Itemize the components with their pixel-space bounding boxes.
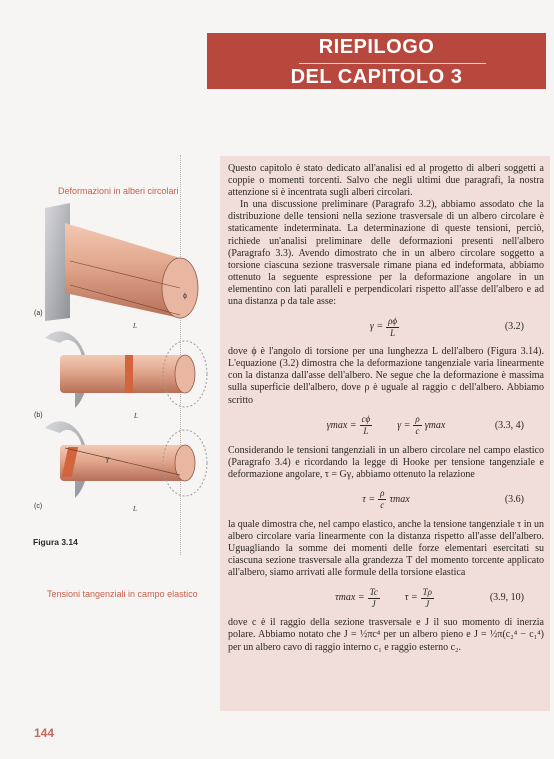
summary-content: [228, 163, 544, 654]
shaft-b-end: [175, 355, 195, 393]
eq2-number: (3.3, 4): [494, 419, 524, 431]
shaft-b: [60, 355, 185, 393]
equation-3-2: [228, 312, 544, 342]
fig-letter-c: (c): [34, 503, 43, 510]
page-number: 144: [34, 726, 55, 740]
eq4-a-fraction: [368, 587, 380, 610]
summary-paragraph-3: dove ϕ è l'angolo di torsione per una lunghezza L dell'albero (Figura 3.14). L'equazione (3.2) dimostra che la deformazione tangenziale varia linearmente con la distanza dall'asse dell'albero. Ne segue che la deformazione è massima sulla superficie dell'albero, dove ρ è uguale al raggio c dell'albero. Abbiamo scritto: [228, 346, 544, 406]
banner-title-line1: RIEPILOGO: [318, 36, 435, 58]
eq4-b-numerator: Tρ: [422, 586, 432, 597]
figure-caption-elastic-stress: Tensioni tangenziali in campo elastico: [47, 589, 198, 599]
eq2-b-denominator: c: [415, 426, 420, 437]
eq4-number: (3.9, 10): [489, 592, 524, 604]
chapter-summary-banner: [207, 33, 546, 89]
fig-letter-a: (a): [34, 310, 43, 317]
eq2-a-denominator: L: [363, 426, 369, 437]
eq3-number: (3.6): [504, 493, 524, 505]
eq3-fraction: [378, 488, 386, 511]
eq1-numerator: ρϕ: [388, 315, 398, 326]
summary-paragraph-2: In una discussione preliminare (Paragrafo 3.2), abbiamo assodato che la distribuzione delle tensioni nella sezione trasversale di un albero circolare è staticamente indeterminata. La determinazione di queste tensioni, perciò, richiede un'analisi preliminare delle deformazioni presenti nell'albero (Paragrafo 3.3). Avendo dimostrato che in un albero circolare soggetto a torsione ciascuna sezione trasversale rimane piana ed indeformata, abbiamo ottenuto la seguente espressione per la deformazione angolare in un elementino con lati paralleli e perpendicolari rispetto all'asse dell'albero e ad una distanza ρ da tale asse:: [228, 199, 544, 308]
banner-title-line2: DEL CAPITOLO 3: [290, 66, 463, 88]
eq1-denominator: L: [390, 327, 396, 338]
shaft-diagram-svg: [34, 203, 215, 523]
shaft-c-end: [175, 445, 195, 481]
eq4-a-lhs: τmax =: [335, 592, 365, 604]
summary-paragraph-5: la quale dimostra che, nel campo elastico, anche la tensione tangenziale τ in un albero circolare varia linearmente con la distanza rispetto all'asse dell'albero. Uguagliando la somme dei momenti delle forze elementari esercitati su ciascuna sezione trasversale alla grandezza T del momento torcente applicato all'albero, siamo arrivati alle formule della torsione elastica: [228, 518, 544, 579]
eq3-denominator: c: [380, 500, 385, 511]
eq2-b-lhs: γ =: [397, 419, 411, 431]
phi-label-a: ϕ: [183, 293, 187, 300]
eq2-a-lhs: γmax =: [326, 419, 357, 431]
eq4-a-denominator: J: [371, 598, 376, 609]
eq1-fraction: [386, 316, 399, 339]
eq4-a-numerator: Tc: [369, 586, 378, 597]
eq2-b-fraction: [413, 414, 421, 437]
eq4-b-denominator: J: [425, 598, 430, 609]
length-label-b: L: [134, 412, 138, 420]
summary-paragraph-1: Questo capitolo è stato dedicato all'analisi ed al progetto di alberi soggetti a coppie o momenti torcenti. Salvo che negli ultimi due paragrafi, la nostra attenzione si è incentrata sugli alberi circolari.: [228, 163, 544, 199]
eq1-lhs: γ =: [369, 321, 384, 333]
length-label-a: L: [133, 322, 137, 330]
eq1-number: (3.2): [504, 321, 524, 333]
eq4-b-fraction: [421, 587, 434, 610]
summary-paragraph-6: dove c è il raggio della sezione trasversale e J il suo momento di inerzia polare. Abbiamo notato che J = ½πc⁴ per un albero pieno e J = ½π(c₂⁴ − c₁⁴) per un albero cavo di raggio interno c₁ e raggio esterno c₂.: [228, 617, 544, 653]
summary-paragraph-4: Considerando le tensioni tangenziali in un albero circolare nel campo elastico (Paragrafo 3.4) e ricordando la legge di Hooke per tensione tangenziale e deformazione angolare, τ = Gγ, abbiamo ottenuto la relazione: [228, 444, 544, 480]
eq2-b-rhs: γmax: [424, 419, 446, 431]
banner-divider: [299, 63, 486, 64]
eq2-a-numerator: cϕ: [361, 414, 371, 425]
eq3-lhs: τ =: [362, 493, 376, 505]
fig-letter-b: (b): [34, 412, 43, 419]
gamma-label: γ: [106, 454, 110, 463]
figure-caption-deformations: Deformazioni in alberi circolari: [58, 186, 179, 196]
equation-3-3-4: [228, 411, 544, 441]
shaft-b-band: [125, 355, 133, 393]
equation-3-9-10: [228, 583, 544, 613]
length-label-c: L: [133, 505, 137, 513]
eq4-b-lhs: τ =: [404, 592, 418, 604]
eq3-numerator: ρ: [380, 488, 385, 499]
eq3-rhs: τmax: [389, 493, 410, 505]
equation-3-6: [228, 485, 544, 515]
shaft-figure: [34, 203, 215, 523]
shaft-c: [60, 445, 185, 481]
eq2-b-numerator: ρ: [415, 414, 420, 425]
figure-number-label: Figura 3.14: [33, 537, 78, 547]
eq2-a-fraction: [360, 414, 373, 437]
